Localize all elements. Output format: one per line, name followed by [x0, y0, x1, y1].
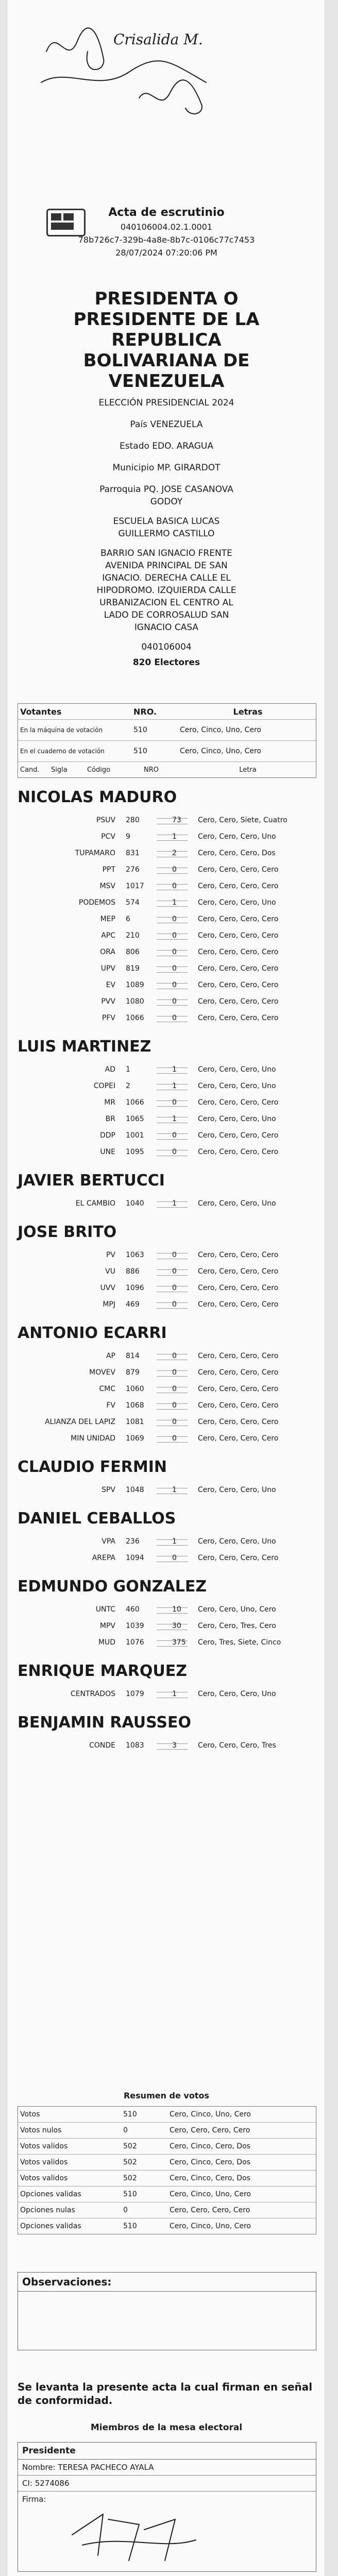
party-code: 1017 — [126, 882, 144, 890]
party-sigla: SPV — [102, 1486, 115, 1494]
party-row — [18, 960, 315, 977]
party-row — [18, 861, 315, 878]
party-sigla: CMC — [99, 1385, 115, 1393]
party-votes: 0 — [172, 981, 177, 989]
party-code: 1076 — [126, 1638, 144, 1647]
summary-row — [18, 2218, 316, 2234]
party-row — [18, 1263, 315, 1280]
sub-header: Letra — [239, 766, 257, 774]
party-votes-words: Cero, Cero, Uno, Cero — [198, 1605, 276, 1614]
summary-label: Votos — [20, 2110, 40, 2119]
party-sigla: FV — [106, 1401, 115, 1410]
party-votes: 0 — [172, 1098, 177, 1107]
summary-label: Votos validos — [20, 2142, 68, 2150]
col-header: Votantes — [20, 706, 62, 717]
party-code: 280 — [126, 816, 140, 824]
party-sigla: PFV — [102, 1014, 115, 1022]
party-sigla: PV — [106, 1251, 115, 1259]
party-row — [18, 1296, 315, 1313]
state: Estado EDO. ARAGUA — [120, 441, 213, 451]
party-row — [18, 1686, 315, 1702]
party-code: 1066 — [126, 1014, 144, 1022]
party-votes: 0 — [172, 866, 177, 874]
candidate-name: NICOLAS MADURO — [18, 788, 177, 806]
row-label: En el cuaderno de votación — [20, 748, 105, 755]
party-votes: 0 — [172, 1148, 177, 1156]
party-code: 9 — [126, 833, 130, 841]
party-code: 1094 — [126, 1554, 144, 1562]
party-sigla: UVV — [100, 1284, 115, 1292]
party-votes-words: Cero, Cero, Tres, Cero — [198, 1622, 276, 1630]
party-code: 1096 — [126, 1284, 144, 1292]
party-votes: 0 — [172, 1401, 177, 1410]
party-code: 879 — [126, 1368, 140, 1377]
party-code: 1083 — [126, 1741, 144, 1750]
party-votes-words: Cero, Cero, Cero, Uno — [198, 1199, 276, 1208]
party-votes-words: Cero, Cero, Cero, Cero — [198, 1148, 279, 1156]
summary-letras: Cero, Cinco, Cero, Dos — [170, 2142, 250, 2150]
member-ci: CI: 5274086 — [18, 2476, 316, 2492]
party-row — [18, 1348, 315, 1364]
party-code: 1066 — [126, 1098, 144, 1107]
party-row — [18, 828, 315, 845]
party-code: 1069 — [126, 1434, 144, 1443]
party-votes-words: Cero, Cero, Cero, Cero — [198, 1368, 279, 1377]
party-sigla: CENTRADOS — [70, 1690, 115, 1698]
party-votes: 0 — [172, 1434, 177, 1443]
party-sigla: AD — [105, 1065, 115, 1074]
summary-nro: 510 — [123, 2110, 137, 2119]
party-sigla: MOVEV — [89, 1368, 115, 1377]
row-nro: 510 — [133, 726, 147, 734]
party-code: 6 — [126, 915, 130, 923]
party-row — [18, 1737, 315, 1754]
party-votes-words: Cero, Cero, Cero, Cero — [198, 1098, 279, 1107]
acta-code: 040106004.02.1.0001 — [120, 222, 213, 232]
electors-count: 820 Electores — [132, 657, 200, 668]
party-votes-words: Cero, Cero, Cero, Uno — [198, 899, 276, 907]
party-row — [18, 1397, 315, 1414]
sub-header: Sigla — [51, 766, 67, 774]
address-line: IGNACIO CASA — [134, 622, 199, 633]
summary-label: Opciones nulas — [20, 2206, 75, 2214]
summary-nro: 0 — [123, 2126, 128, 2134]
summary-label: Votos nulos — [20, 2126, 62, 2134]
party-row — [18, 911, 315, 927]
location-block — [18, 397, 315, 669]
party-votes: 1 — [172, 1690, 177, 1698]
party-votes-words: Cero, Cero, Cero, Uno — [198, 1486, 276, 1494]
party-row — [18, 1414, 315, 1430]
party-code: 1048 — [126, 1486, 144, 1494]
party-code: 1039 — [126, 1622, 144, 1630]
party-row — [18, 1144, 315, 1160]
office-line: VENEZUELA — [108, 371, 225, 392]
party-row — [18, 1634, 315, 1651]
party-row — [18, 993, 315, 1010]
party-row — [18, 1195, 315, 1212]
address-line: HIPODROMO. IZQUIERDA CALLE — [96, 585, 236, 596]
party-sigla: EL CAMBIO — [75, 1199, 115, 1208]
party-votes: 0 — [172, 1554, 177, 1562]
summary-row — [18, 2187, 316, 2202]
party-votes-words: Cero, Cero, Cero, Cero — [198, 931, 279, 940]
summary-label: Votos validos — [20, 2174, 68, 2182]
party-sigla: DDP — [99, 1131, 115, 1140]
row-nro: 510 — [133, 747, 147, 755]
party-votes-words: Cero, Cero, Cero, Uno — [198, 1115, 276, 1123]
party-sigla: TUPAMARO — [75, 849, 115, 857]
party-code: 574 — [126, 899, 140, 907]
party-code: 1080 — [126, 997, 144, 1006]
party-votes: 2 — [172, 849, 177, 857]
party-votes-words: Cero, Cero, Cero, Uno — [198, 833, 276, 841]
party-votes-words: Cero, Cero, Cero, Cero — [198, 1554, 279, 1562]
candidate-name: BENJAMIN RAUSSEO — [18, 1714, 192, 1732]
summary-letras: Cero, Cinco, Uno, Cero — [170, 2110, 251, 2119]
party-sigla: AP — [106, 1352, 115, 1360]
party-votes-words: Cero, Cero, Cero, Cero — [198, 1251, 279, 1259]
member-firma-label: Firma: — [22, 2495, 46, 2504]
party-row — [18, 1010, 315, 1026]
closing-text: Se levanta la presente acta la cual firman en señal de conformidad. — [18, 2381, 313, 2406]
party-sigla: MUD — [98, 1638, 115, 1647]
summary-label: Opciones validas — [20, 2222, 81, 2230]
party-row — [18, 1247, 315, 1263]
party-row — [18, 977, 315, 993]
summary-nro: 502 — [123, 2142, 137, 2150]
summary-letras: Cero, Cinco, Cero, Dos — [170, 2174, 250, 2182]
address-line: LADO DE CORROSALUD SAN — [104, 610, 229, 620]
center-code: 040106004 — [141, 642, 192, 652]
election-name: ELECCIÓN PRESIDENCIAL 2024 — [98, 398, 234, 408]
party-votes: 3 — [172, 1741, 177, 1750]
party-votes: 0 — [172, 1267, 177, 1276]
parish: GODOY — [150, 497, 183, 507]
party-votes: 0 — [172, 997, 177, 1006]
party-votes-words: Cero, Cero, Cero, Cero — [198, 1267, 279, 1276]
party-code: 831 — [126, 849, 140, 857]
party-votes-words: Cero, Cero, Cero, Cero — [198, 1352, 279, 1360]
summary-letras: Cero, Cinco, Uno, Cero — [170, 2190, 251, 2198]
party-code: 1068 — [126, 1401, 144, 1410]
party-votes: 0 — [172, 1385, 177, 1393]
party-votes: 0 — [172, 931, 177, 940]
party-sigla: UNTC — [95, 1605, 115, 1614]
center-name: GUILLERMO CASTILLO — [118, 529, 215, 539]
summary-title: Resumen de votos — [123, 2091, 210, 2100]
party-code: 210 — [126, 931, 140, 940]
observations-title: Observaciones: — [18, 2273, 316, 2292]
party-votes-words: Cero, Cero, Cero, Cero — [198, 948, 279, 956]
party-votes: 1 — [172, 1115, 177, 1123]
party-votes-words: Cero, Cero, Cero, Cero — [198, 997, 279, 1006]
party-votes: 10 — [172, 1605, 181, 1614]
party-votes: 1 — [172, 1082, 177, 1090]
office-title — [18, 289, 315, 392]
party-sigla: COPEI — [93, 1082, 115, 1090]
member-role: Presidente — [18, 2443, 316, 2460]
party-row — [18, 1482, 315, 1498]
party-code: 806 — [126, 948, 140, 956]
party-code: 1063 — [126, 1251, 144, 1259]
party-row — [18, 1061, 315, 1078]
address-line: IGNACIO. DERECHA CALLE EL — [102, 573, 231, 583]
party-votes-words: Cero, Cero, Cero, Uno — [198, 1537, 276, 1546]
party-votes-words: Cero, Cero, Cero, Cero — [198, 1434, 279, 1443]
party-sigla: UPV — [100, 964, 115, 973]
party-sigla: VPA — [102, 1537, 115, 1546]
party-row — [18, 1280, 315, 1296]
summary-row — [18, 2171, 316, 2187]
country: País VENEZUELA — [130, 419, 203, 430]
party-votes: 0 — [172, 1251, 177, 1259]
members-title: Miembros de la mesa electoral — [90, 2422, 243, 2433]
acta-hash: 78b726c7-329b-4a8e-8b7c-0106c77c7453 — [78, 235, 255, 245]
party-votes: 1 — [172, 1486, 177, 1494]
municipality: Municipio MP. GIRARDOT — [112, 463, 221, 473]
party-votes: 73 — [172, 816, 181, 824]
party-sigla: AREPA — [92, 1554, 115, 1562]
party-code: 1 — [126, 1065, 130, 1074]
summary-label: Opciones validas — [20, 2190, 81, 2198]
summary-row — [18, 2107, 316, 2123]
party-votes: 1 — [172, 1065, 177, 1074]
party-sigla: MSV — [99, 882, 115, 890]
sub-header: Cand. — [20, 766, 40, 774]
party-sigla: APC — [101, 931, 115, 940]
party-sigla: MPV — [99, 1622, 115, 1630]
party-votes-words: Cero, Cero, Cero, Cero — [198, 1131, 279, 1140]
party-votes: 0 — [172, 964, 177, 973]
summary-nro: 502 — [123, 2174, 137, 2182]
candidate-name: JOSE BRITO — [18, 1223, 117, 1241]
candidate-name: LUIS MARTINEZ — [18, 1038, 151, 1056]
observations-box — [18, 2272, 316, 2350]
party-votes: 0 — [172, 1131, 177, 1140]
party-code: 1095 — [126, 1148, 144, 1156]
party-code: 1089 — [126, 981, 144, 989]
party-votes-words: Cero, Tres, Siete, Cinco — [198, 1638, 281, 1647]
party-votes: 0 — [172, 948, 177, 956]
summary-letras: Cero, Cinco, Cero, Dos — [170, 2158, 250, 2166]
party-votes-words: Cero, Cero, Cero, Cero — [198, 1300, 279, 1309]
party-votes: 0 — [172, 1284, 177, 1292]
office-line: PRESIDENTE DE LA — [73, 309, 260, 330]
party-votes-words: Cero, Cero, Cero, Cero — [198, 964, 279, 973]
party-sigla: PODEMOS — [78, 899, 115, 907]
party-code: 1001 — [126, 1131, 144, 1140]
party-row — [18, 1533, 315, 1550]
party-code: 276 — [126, 866, 140, 874]
party-row — [18, 1550, 315, 1566]
row-letras: Cero, Cinco, Uno, Cero — [180, 747, 261, 755]
summary-table — [18, 2106, 316, 2234]
sub-header: Código — [87, 766, 111, 774]
party-code: 819 — [126, 964, 140, 973]
party-sigla: ORA — [100, 948, 115, 956]
party-row — [18, 1094, 315, 1111]
summary-row — [18, 2155, 316, 2171]
party-code: 886 — [126, 1267, 140, 1276]
party-sigla: VU — [105, 1267, 115, 1276]
col-header: Letras — [233, 706, 263, 717]
party-votes: 1 — [172, 1199, 177, 1208]
summary-label: Votos validos — [20, 2158, 68, 2166]
summary-row — [18, 2202, 316, 2218]
party-votes: 30 — [172, 1622, 181, 1630]
center-name: ESCUELA BASICA LUCAS — [113, 516, 220, 527]
party-code: 814 — [126, 1352, 140, 1360]
party-row — [18, 1127, 315, 1144]
party-votes-words: Cero, Cero, Cero, Cero — [198, 981, 279, 989]
party-code: 1065 — [126, 1115, 144, 1123]
party-code: 1081 — [126, 1418, 144, 1426]
office-line: REPUBLICA — [111, 330, 222, 350]
address-line: AVENIDA PRINCIPAL DE SAN — [105, 561, 228, 571]
party-votes: 1 — [172, 899, 177, 907]
summary-letras: Cero, Cero, Cero, Cero — [170, 2126, 250, 2134]
signature-presidente — [62, 2504, 206, 2566]
candidate-name: JAVIER BERTUCCI — [18, 1172, 165, 1190]
party-votes: 0 — [172, 915, 177, 923]
party-votes: 0 — [172, 1368, 177, 1377]
top-handwriting-text: Crisalida M. — [113, 31, 203, 48]
party-votes-words: Cero, Cero, Cero, Cero — [198, 1284, 279, 1292]
party-row — [18, 845, 315, 861]
party-row — [18, 1364, 315, 1381]
party-votes-words: Cero, Cero, Cero, Tres — [198, 1741, 276, 1750]
party-votes-words: Cero, Cero, Cero, Cero — [198, 1418, 279, 1426]
party-code: 236 — [126, 1537, 140, 1546]
party-sigla: UNE — [100, 1148, 115, 1156]
col-header: NRO. — [133, 706, 157, 717]
party-votes: 0 — [172, 1418, 177, 1426]
party-votes: 1 — [172, 833, 177, 841]
party-row — [18, 1430, 315, 1447]
row-letras: Cero, Cinco, Uno, Cero — [180, 726, 261, 734]
party-votes-words: Cero, Cero, Cero, Cero — [198, 1401, 279, 1410]
party-votes: 375 — [172, 1638, 186, 1647]
address-line: BARRIO SAN IGNACIO FRENTE — [100, 548, 232, 558]
party-votes: 0 — [172, 1014, 177, 1022]
office-line: PRESIDENTA O — [94, 289, 239, 309]
party-row — [18, 1111, 315, 1127]
acta-datetime: 28/07/2024 07:20:06 PM — [115, 248, 217, 258]
party-votes-words: Cero, Cero, Siete, Cuatro — [198, 816, 288, 824]
summary-nro: 510 — [123, 2222, 137, 2230]
party-code: 1060 — [126, 1385, 144, 1393]
party-sigla: MR — [104, 1098, 115, 1107]
candidate-name: CLAUDIO FERMIN — [18, 1458, 167, 1476]
party-sigla: PPT — [102, 866, 115, 874]
party-sigla: MPJ — [103, 1300, 115, 1309]
summary-row — [18, 2123, 316, 2139]
party-sigla: PSUV — [96, 816, 115, 824]
party-sigla: CONDE — [89, 1741, 115, 1750]
party-sigla: EV — [106, 981, 115, 989]
party-code: 1040 — [126, 1199, 144, 1208]
party-votes-words: Cero, Cero, Cero, Uno — [198, 1082, 276, 1090]
party-sigla: MIN UNIDAD — [71, 1434, 115, 1443]
party-votes-words: Cero, Cero, Cero, Uno — [198, 1065, 276, 1074]
party-votes-words: Cero, Cero, Cero, Uno — [198, 1690, 276, 1698]
row-label: En la máquina de votación — [20, 726, 103, 734]
acta-title: Acta de escrutinio — [108, 206, 225, 219]
party-votes-words: Cero, Cero, Cero, Cero — [198, 915, 279, 923]
party-row — [18, 878, 315, 894]
address-line: URBANIZACION EL CENTRO AL — [99, 598, 233, 608]
party-votes-words: Cero, Cero, Cero, Dos — [198, 849, 276, 857]
party-row — [18, 1618, 315, 1634]
party-code: 1079 — [126, 1690, 144, 1698]
party-row — [18, 1078, 315, 1094]
party-sigla: MEP — [100, 915, 115, 923]
votantes-table — [18, 703, 316, 778]
party-row — [18, 812, 315, 828]
parish: Parroquia PQ. JOSE CASANOVA — [99, 484, 233, 495]
party-row — [18, 1601, 315, 1618]
summary-letras: Cero, Cinco, Uno, Cero — [170, 2222, 251, 2230]
party-votes-words: Cero, Cero, Cero, Cero — [198, 1014, 279, 1022]
sub-header: NRO — [144, 766, 159, 774]
party-sigla: BR — [105, 1115, 115, 1123]
summary-letras: Cero, Cero, Cero, Cero — [170, 2206, 250, 2214]
candidate-name: ANTONIO ECARRI — [18, 1324, 167, 1342]
summary-nro: 502 — [123, 2158, 137, 2166]
office-line: BOLIVARIANA DE — [83, 350, 250, 371]
party-row — [18, 1381, 315, 1397]
party-votes-words: Cero, Cero, Cero, Cero — [198, 866, 279, 874]
party-votes: 0 — [172, 1300, 177, 1309]
party-votes-words: Cero, Cero, Cero, Cero — [198, 1385, 279, 1393]
summary-nro: 0 — [123, 2206, 128, 2214]
party-votes-words: Cero, Cero, Cero, Cero — [198, 882, 279, 890]
party-sigla: PVV — [101, 997, 115, 1006]
summary-nro: 510 — [123, 2190, 137, 2198]
party-row — [18, 944, 315, 960]
summary-row — [18, 2139, 316, 2155]
party-votes: 0 — [172, 882, 177, 890]
party-sigla: PCV — [101, 833, 115, 841]
member-name: Nombre: TERESA PACHECO AYALA — [18, 2460, 316, 2476]
party-votes: 1 — [172, 1537, 177, 1546]
candidate-name: EDMUNDO GONZALEZ — [18, 1578, 207, 1596]
party-code: 469 — [126, 1300, 140, 1309]
candidate-name: ENRIQUE MARQUEZ — [18, 1662, 187, 1680]
candidate-name: DANIEL CEBALLOS — [18, 1510, 176, 1528]
party-code: 460 — [126, 1605, 140, 1614]
party-sigla: ALIANZA DEL LAPIZ — [45, 1418, 115, 1426]
party-row — [18, 894, 315, 911]
party-code: 2 — [126, 1082, 130, 1090]
party-votes: 0 — [172, 1352, 177, 1360]
party-row — [18, 927, 315, 944]
